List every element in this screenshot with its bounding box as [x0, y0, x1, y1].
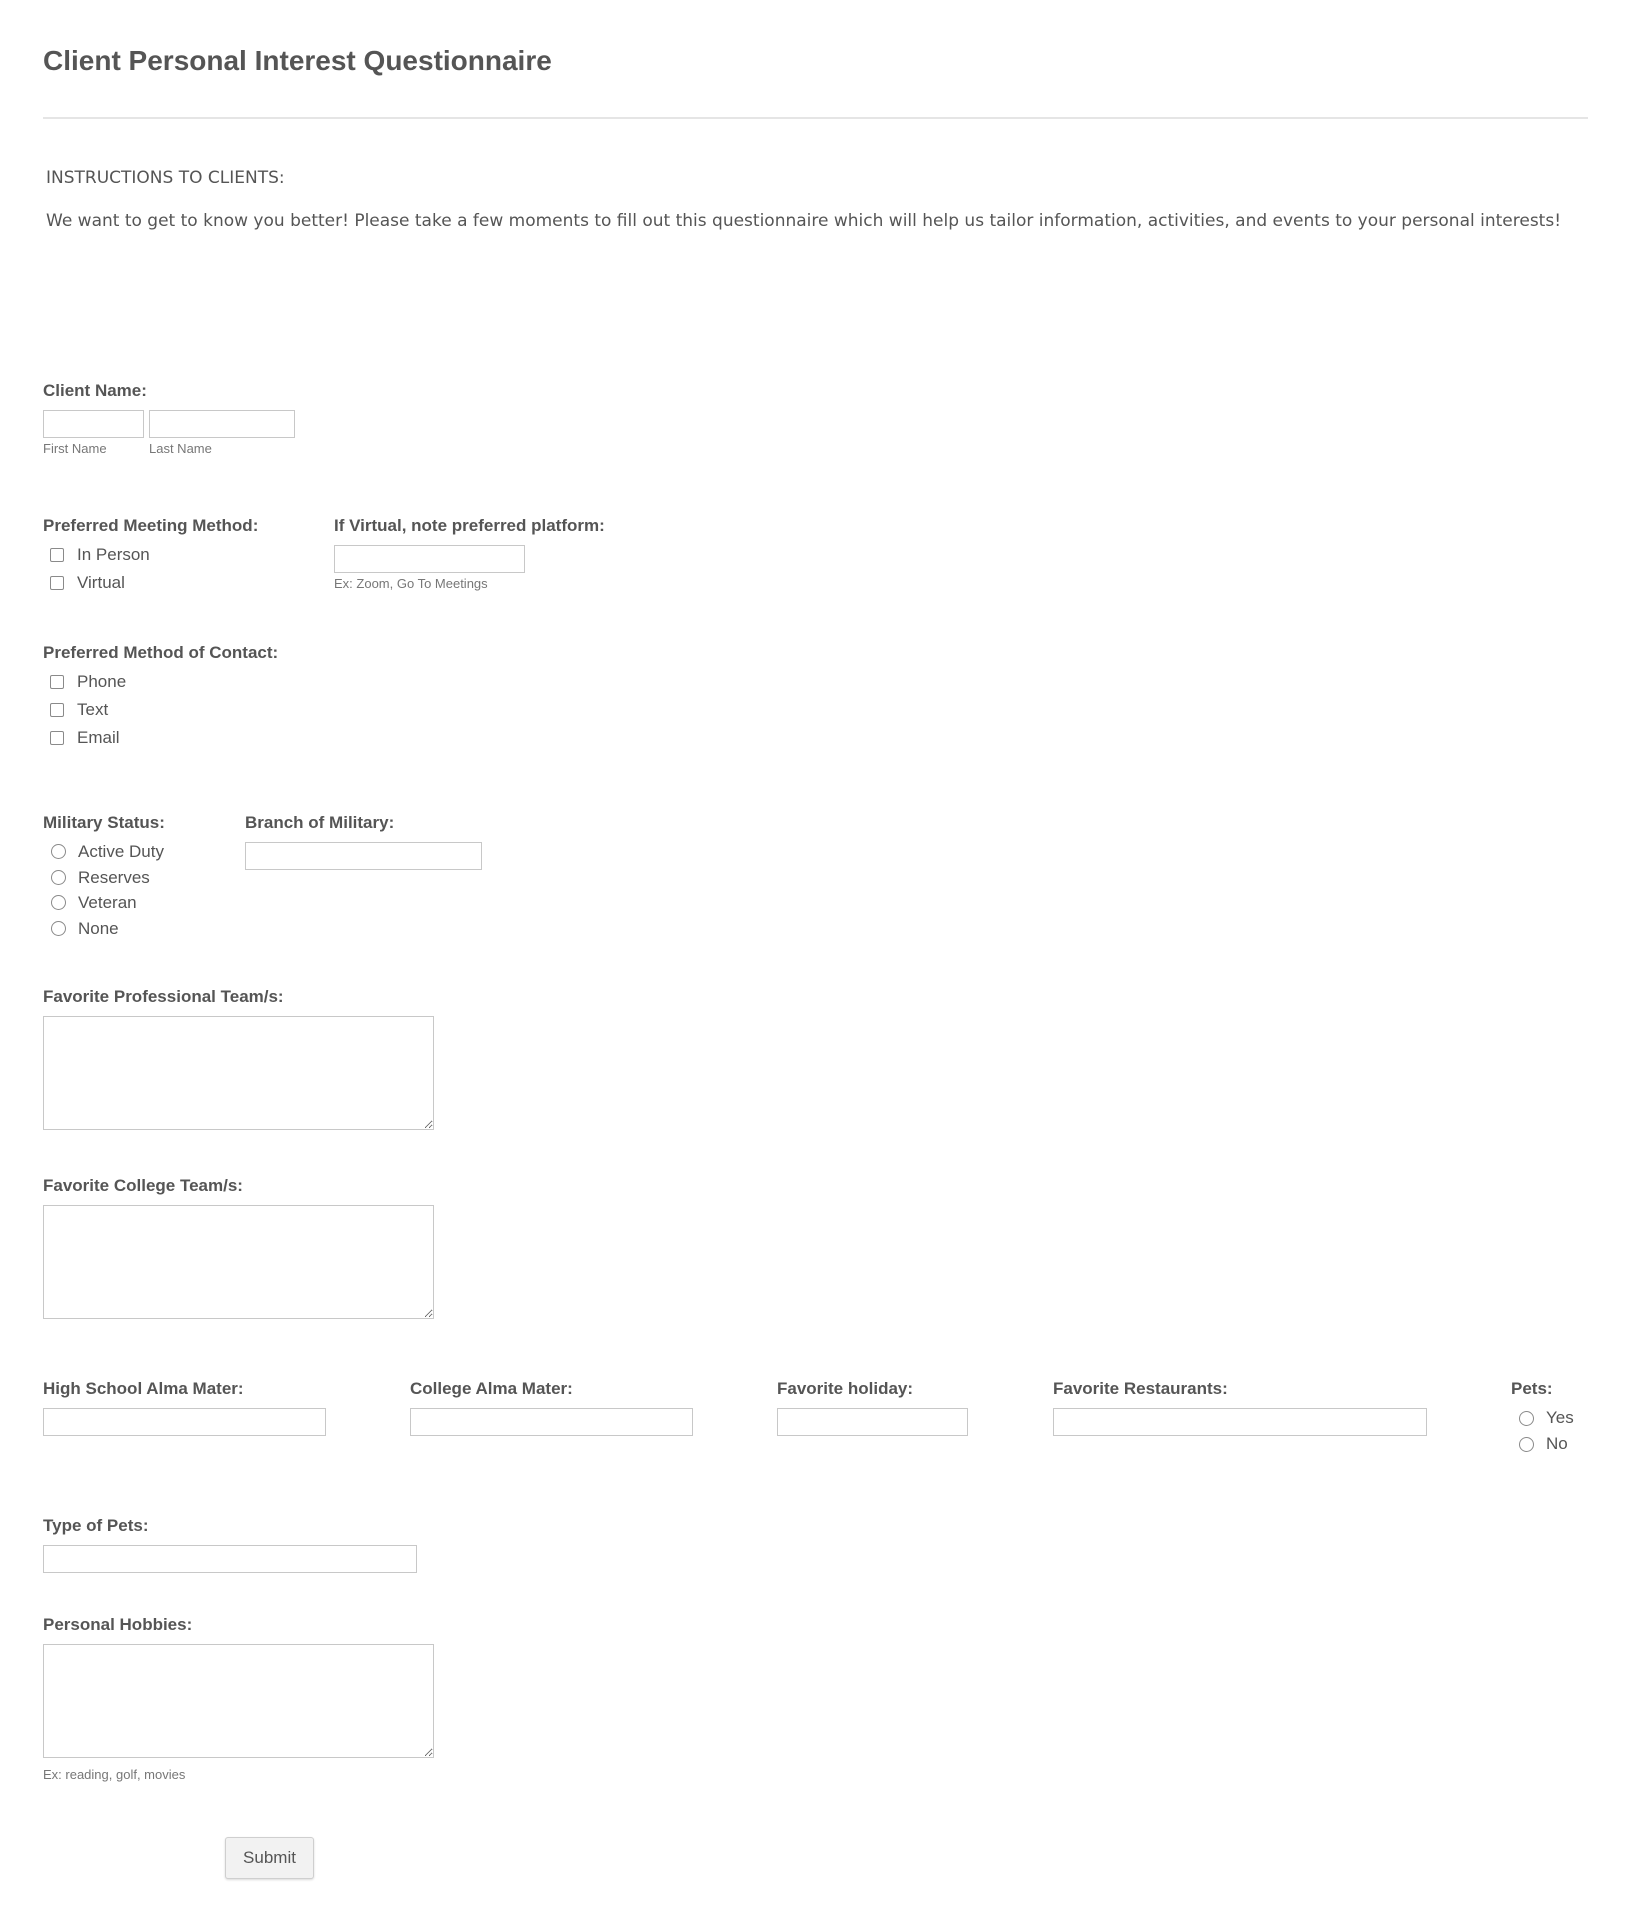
header-divider: [43, 117, 1588, 119]
first-name-input[interactable]: [43, 410, 144, 438]
pets-label: Pets:: [1511, 1379, 1553, 1398]
virtual-checkbox[interactable]: [50, 576, 64, 590]
military-branch-input[interactable]: [245, 842, 482, 870]
pro-teams-label: Favorite Professional Team/s:: [43, 987, 284, 1006]
military-branch-label: Branch of Military:: [245, 813, 395, 832]
last-name-sublabel: Last Name: [149, 441, 212, 456]
pets-no-radio[interactable]: [1519, 1437, 1534, 1452]
in-person-checkbox[interactable]: [50, 548, 64, 562]
veteran-radio[interactable]: [51, 895, 66, 910]
virtual-platform-input[interactable]: [334, 545, 525, 573]
holiday-input[interactable]: [777, 1408, 968, 1436]
pet-type-label: Type of Pets:: [43, 1516, 149, 1535]
holiday-label: Favorite holiday:: [777, 1379, 914, 1398]
phone-checkbox[interactable]: [50, 675, 64, 689]
high-school-label: High School Alma Mater:: [43, 1379, 244, 1398]
hobbies-textarea[interactable]: [43, 1644, 434, 1758]
instructions-heading: INSTRUCTIONS TO CLIENTS:: [46, 168, 285, 188]
pets-yes-radio[interactable]: [1519, 1411, 1534, 1426]
none-radio[interactable]: [51, 921, 66, 936]
pets-no-option-label: No: [1546, 1434, 1568, 1453]
college-alma-input[interactable]: [410, 1408, 693, 1436]
page-title: Client Personal Interest Questionnaire: [43, 45, 552, 76]
active-duty-option-label: Active Duty: [78, 842, 164, 861]
email-checkbox[interactable]: [50, 731, 64, 745]
college-teams-textarea[interactable]: [43, 1205, 434, 1319]
college-teams-label: Favorite College Team/s:: [43, 1176, 243, 1195]
meeting-method-label: Preferred Meeting Method:: [43, 516, 259, 535]
reserves-radio[interactable]: [51, 870, 66, 885]
contact-method-label: Preferred Method of Contact:: [43, 643, 279, 662]
text-option-label: Text: [77, 700, 109, 719]
reserves-option-label: Reserves: [78, 868, 150, 887]
pro-teams-textarea[interactable]: [43, 1016, 434, 1130]
email-option-label: Email: [77, 728, 120, 747]
phone-option-label: Phone: [77, 672, 127, 691]
pet-type-input[interactable]: [43, 1545, 417, 1573]
in-person-option-label: In Person: [77, 545, 150, 564]
restaurants-label: Favorite Restaurants:: [1053, 1379, 1228, 1398]
college-alma-label: College Alma Mater:: [410, 1379, 573, 1398]
submit-button[interactable]: Submit: [225, 1837, 314, 1879]
hobbies-hint: Ex: reading, golf, movies: [43, 1767, 186, 1782]
client-name-label: Client Name:: [43, 381, 147, 400]
restaurants-input[interactable]: [1053, 1408, 1427, 1436]
virtual-platform-label: If Virtual, note preferred platform:: [334, 516, 605, 535]
first-name-sublabel: First Name: [43, 441, 107, 456]
instructions-body: We want to get to know you better! Please take a few moments to fill out this questionnaire which will help us tailor information, activities, and events to your personal interests!: [46, 211, 1562, 231]
active-duty-radio[interactable]: [51, 844, 66, 859]
veteran-option-label: Veteran: [78, 893, 137, 912]
none-option-label: None: [78, 919, 119, 938]
virtual-option-label: Virtual: [77, 573, 125, 592]
high-school-input[interactable]: [43, 1408, 326, 1436]
pets-yes-option-label: Yes: [1546, 1408, 1574, 1427]
military-status-label: Military Status:: [43, 813, 165, 832]
text-checkbox[interactable]: [50, 703, 64, 717]
virtual-platform-hint: Ex: Zoom, Go To Meetings: [334, 576, 488, 591]
last-name-input[interactable]: [149, 410, 295, 438]
hobbies-label: Personal Hobbies:: [43, 1615, 193, 1634]
